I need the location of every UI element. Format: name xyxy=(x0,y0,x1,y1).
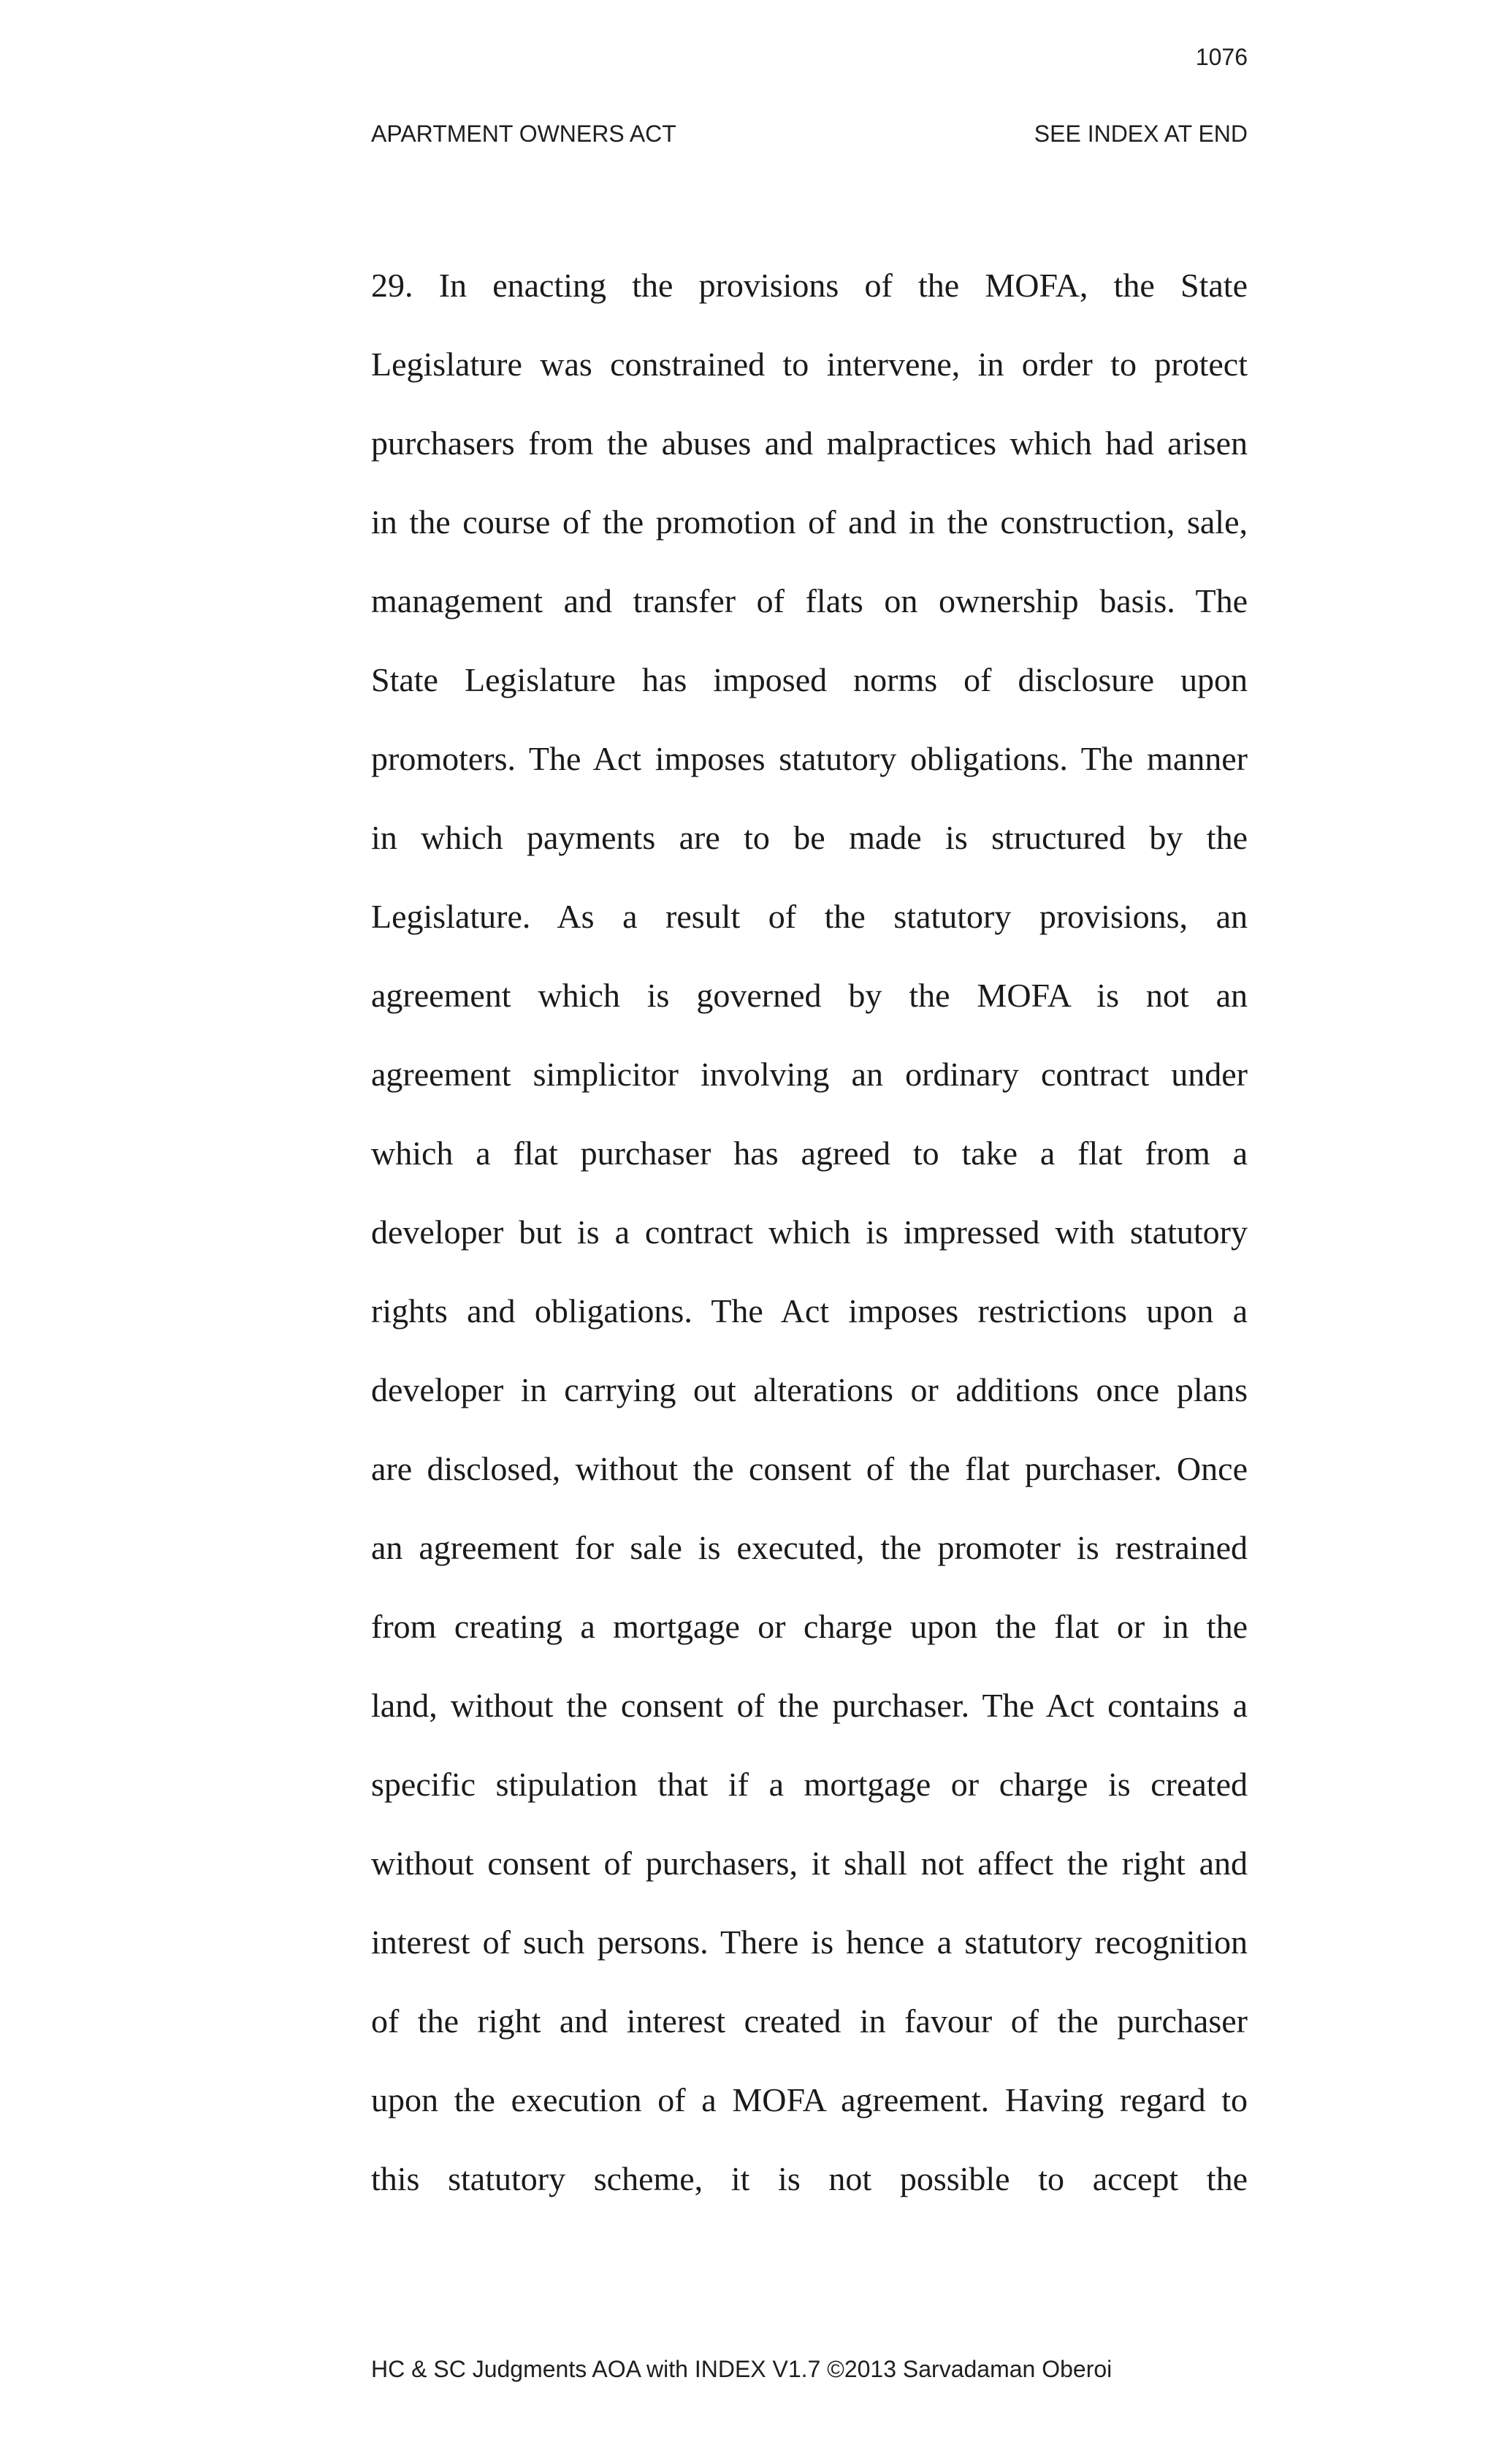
text-line: 29. In enacting the provisions of the MOFA, the State xyxy=(371,267,1248,304)
text-line: which a flat purchaser has agreed to take a flat from a xyxy=(371,1134,1248,1172)
text-line: agreement simplicitor involving an ordinary contract under xyxy=(371,1056,1248,1093)
text-line: without consent of purchasers, it shall not affect the right and xyxy=(371,1845,1248,1882)
body-paragraph xyxy=(371,259,1248,2232)
text-line: management and transfer of flats on ownership basis. The xyxy=(371,582,1248,619)
text-line: in which payments are to be made is structured by the xyxy=(371,819,1248,856)
text-line: are disclosed, without the consent of the flat purchaser. Once xyxy=(371,1450,1248,1487)
text-line: agreement which is governed by the MOFA is not an xyxy=(371,977,1248,1014)
text-line: rights and obligations. The Act imposes restrictions upon a xyxy=(371,1292,1248,1330)
text-line: purchasers from the abuses and malpractices which had arisen xyxy=(371,424,1248,462)
text-line: an agreement for sale is executed, the promoter is restrained xyxy=(371,1529,1248,1566)
text-line: upon the execution of a MOFA agreement. Having regard to xyxy=(371,2081,1248,2118)
text-line: from creating a mortgage or charge upon the flat or in the xyxy=(371,1608,1248,1645)
header-left-title: APARTMENT OWNERS ACT xyxy=(371,121,676,147)
text-line: land, without the consent of the purchaser. The Act contains a xyxy=(371,1687,1248,1724)
text-line: State Legislature has imposed norms of disclosure upon xyxy=(371,661,1248,698)
text-line: of the right and interest created in favour of the purchaser xyxy=(371,2002,1248,2040)
text-line: developer but is a contract which is impressed with statutory xyxy=(371,1213,1248,1251)
text-line: promoters. The Act imposes statutory obligations. The manner xyxy=(371,740,1248,777)
text-line: Legislature. As a result of the statutory provisions, an xyxy=(371,898,1248,935)
text-line: in the course of the promotion of and in the construction, sale, xyxy=(371,503,1248,541)
text-line: developer in carrying out alterations or additions once plans xyxy=(371,1371,1248,1408)
running-header xyxy=(371,121,1248,148)
text-line: interest of such persons. There is hence a statutory recognition xyxy=(371,1923,1248,1961)
text-line: this statutory scheme, it is not possible to accept the xyxy=(371,2160,1248,2197)
page-footer: HC & SC Judgments AOA with INDEX V1.7 ©2013 Sarvadaman Oberoi xyxy=(371,2356,1113,2382)
page-number: 1076 xyxy=(1195,44,1248,70)
text-line: Legislature was constrained to intervene, in order to protect xyxy=(371,346,1248,383)
text-line: specific stipulation that if a mortgage or charge is created xyxy=(371,1766,1248,1803)
header-right-title: SEE INDEX AT END xyxy=(1034,121,1248,147)
